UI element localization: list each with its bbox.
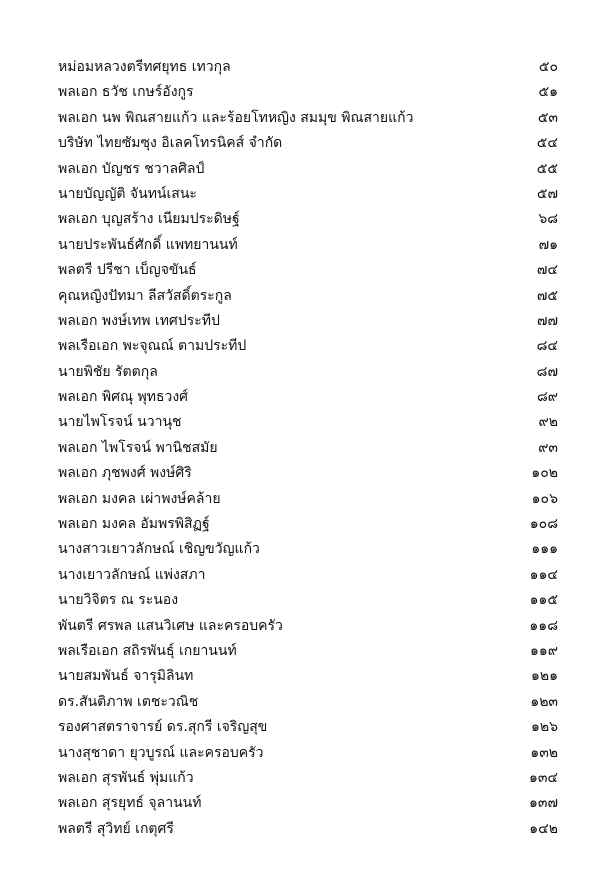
entry-name: นางสาวเยาวลักษณ์ เชิญขวัญแก้ว [58, 541, 260, 558]
entry-name: พลเอก บัญชร ชวาลศิลป์ [58, 160, 205, 177]
entry-name: รองศาสตราจารย์ ดร.สุกรี เจริญสุข [58, 719, 268, 736]
entry-page-number: ๘๔ [536, 338, 558, 355]
entry-page-number: ๘๙ [536, 389, 558, 406]
entry-page-number: ๕๔ [536, 135, 558, 152]
entry-page-number: ๑๐๖ [531, 490, 558, 507]
entry-page-number: ๖๘ [538, 211, 558, 228]
contributor-index-list [58, 55, 558, 842]
entry-name: พลเอก ภุชพงศ์ พงษ์ศิริ [58, 465, 192, 482]
index-entry [58, 207, 558, 232]
index-entry [58, 106, 558, 131]
entry-page-number: ๘๗ [536, 363, 558, 380]
entry-page-number: ๙๒ [538, 414, 558, 431]
entry-name: นางเยาวลักษณ์ แพ่งสภา [58, 566, 206, 583]
entry-name: ดร.สันติภาพ เตชะวณิช [58, 693, 199, 710]
index-entry [58, 741, 558, 766]
index-entry [58, 131, 558, 156]
entry-name: พลเอก พิศณุ พุทธวงศ์ [58, 389, 189, 406]
entry-name: พลเอก มงคล เผ่าพงษ์คล้าย [58, 490, 221, 507]
index-entry [58, 436, 558, 461]
entry-page-number: ๕๗ [536, 185, 558, 202]
index-entry [58, 664, 558, 689]
index-entry [58, 639, 558, 664]
index-entry [58, 410, 558, 435]
entry-name: นายบัญญัติ จันทน์เสนะ [58, 185, 197, 202]
entry-page-number: ๑๐๒ [531, 465, 558, 482]
entry-page-number: ๑๑๕ [529, 592, 558, 609]
entry-name: นายประพันธ์ศักดิ์ แพทยานนท์ [58, 236, 238, 253]
index-entry [58, 284, 558, 309]
entry-page-number: ๕๑ [538, 84, 558, 101]
index-entry [58, 334, 558, 359]
entry-name: พลเอก ธวัช เกษร์อังกูร [58, 84, 194, 101]
entry-page-number: ๑๑๔ [529, 566, 558, 583]
index-entry [58, 182, 558, 207]
entry-name: พลเรือเอก สถิรพันธุ์ เกยานนท์ [58, 642, 237, 659]
index-entry [58, 766, 558, 791]
entry-name: พลเอก นพ พิณสายแก้ว และร้อยโทหญิง สมมุข พิณสายแก้ว [58, 109, 414, 126]
entry-name: นายพิชัย รัตตกุล [58, 363, 158, 380]
entry-page-number: ๗๗ [536, 312, 558, 329]
index-entry [58, 385, 558, 410]
index-entry [58, 487, 558, 512]
index-entry [58, 80, 558, 105]
entry-name: พลเรือเอก พะจุณณ์ ตามประทีป [58, 338, 247, 355]
entry-page-number: ๑๓๒ [530, 744, 558, 761]
entry-name: หม่อมหลวงตรีทศยุทธ เทวกุล [58, 59, 231, 75]
index-entry [58, 588, 558, 613]
entry-name: นางสุชาดา ยุวบูรณ์ และครอบครัว [58, 744, 264, 761]
entry-name: พลเอก บุญสร้าง เนียมประดิษฐ์ [58, 211, 240, 228]
index-entry [58, 817, 558, 842]
index-entry [58, 258, 558, 283]
entry-name: พลตรี ปรีชา เบ็ญจขันธ์ [58, 262, 197, 279]
index-entry [58, 690, 558, 715]
index-entry [58, 360, 558, 385]
entry-page-number: ๕๕ [536, 160, 558, 177]
entry-name: นายวิจิตร ณ ระนอง [58, 592, 179, 609]
entry-page-number: ๗๑ [538, 236, 558, 253]
entry-name: นายสมพันธ์ จารุมิลินท [58, 668, 194, 685]
entry-name: พลเอก สุรพันธ์ พุ่มแก้ว [58, 769, 194, 786]
index-entry [58, 55, 558, 80]
entry-page-number: ๑๒๓ [530, 693, 558, 710]
entry-name: พันตรี ศรพล แสนวิเศษ และครอบครัว [58, 617, 283, 634]
entry-page-number: ๑๐๘ [529, 516, 558, 533]
entry-page-number: ๑๔๒ [529, 820, 558, 837]
entry-page-number: ๑๒๖ [530, 719, 558, 736]
entry-name: คุณหญิงปัทมา ลีสวัสดิ์ตระกูล [58, 287, 232, 304]
entry-page-number: ๑๑๙ [529, 642, 558, 659]
index-entry [58, 537, 558, 562]
entry-page-number: ๑๓๔ [528, 769, 558, 786]
entry-page-number: ๕๓ [537, 109, 558, 126]
index-entry [58, 715, 558, 740]
entry-page-number: ๙๓ [538, 439, 558, 456]
index-entry [58, 614, 558, 639]
index-entry [58, 791, 558, 816]
entry-name: นายไพโรจน์ นวานุช [58, 414, 182, 431]
entry-page-number: ๑๓๗ [529, 795, 558, 812]
entry-name: พลตรี สุวิทย์ เกตุศรี [58, 820, 174, 837]
entry-page-number: ๑๒๑ [530, 668, 558, 685]
entry-name: พลเอก สุรยุทธ์ จุลานนท์ [58, 795, 202, 812]
index-entry [58, 309, 558, 334]
entry-page-number: ๑๑๑ [531, 541, 558, 558]
entry-name: พลเอก ไพโรจน์ พานิชสมัย [58, 439, 218, 456]
index-entry [58, 461, 558, 486]
index-entry [58, 233, 558, 258]
entry-page-number: ๗๕ [536, 287, 558, 304]
entry-name: พลเอก มงคล อัมพรพิสิฏฐ์ [58, 516, 210, 533]
index-entry [58, 512, 558, 537]
index-entry [58, 563, 558, 588]
entry-name: พลเอก พงษ์เทพ เทศประทีป [58, 312, 220, 329]
index-entry [58, 157, 558, 182]
entry-page-number: ๗๔ [536, 262, 558, 279]
entry-page-number: ๑๑๘ [529, 617, 558, 634]
entry-name: บริษัท ไทยซัมซุง อิเลคโทรนิคส์ จำกัด [58, 135, 283, 152]
entry-page-number: ๕๐ [538, 59, 558, 75]
